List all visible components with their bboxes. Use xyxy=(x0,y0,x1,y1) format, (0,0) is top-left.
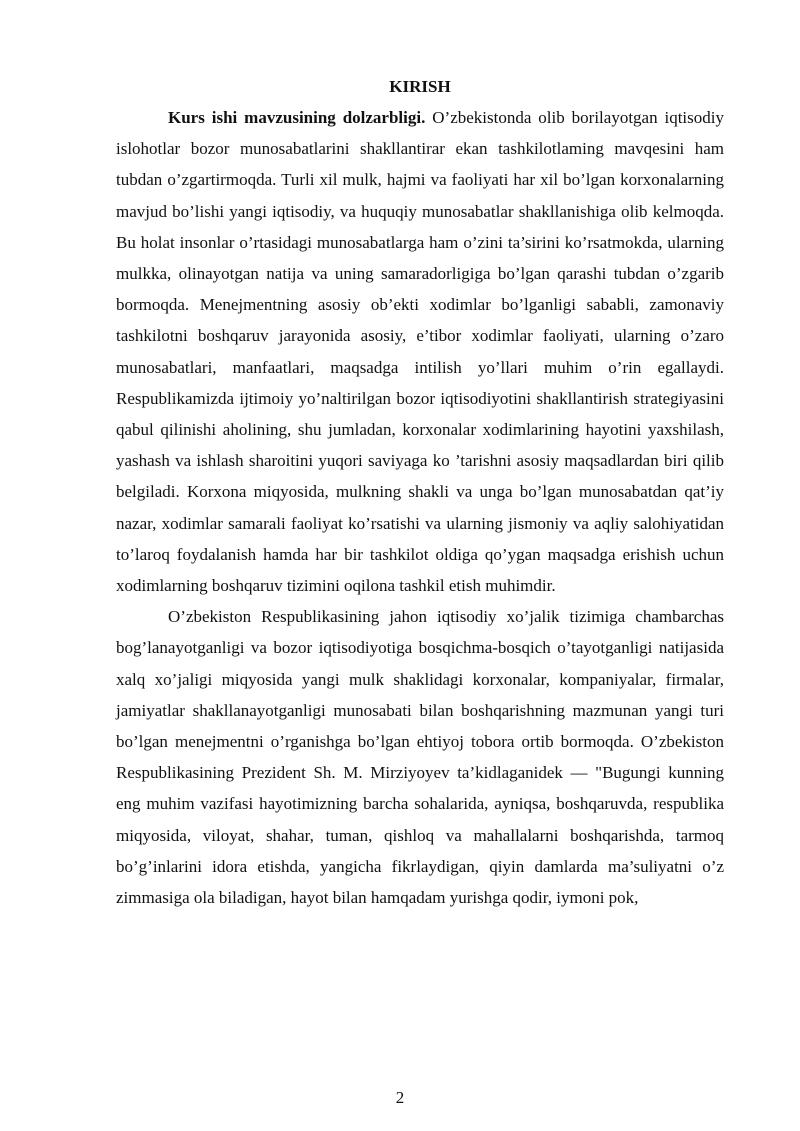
page-number: 2 xyxy=(395,1088,405,1107)
paragraph-economy xyxy=(116,601,724,913)
section-heading: KIRISH xyxy=(389,77,451,96)
paragraph-text: O’zbekistonda olib borilayotgan iqtisodiy islohotlar bozor munosabatlarini shakllantirar ekan tashkilotlaming mavqesini ham tubdan o’zgartirmoqda. Turli xil mulk, hajmi va faoliyati har xil bo’lgan korxonalarning mavjud bo’lishi yangi iqtisodiy, va huquqiy munosabatlar shakllanishiga olib kelmoqda. Bu holat insonlar o’rtasidagi munosabatlarga ham o’zini ta’sirini ko’rsatmokda, ularning mulkka, olinayotgan natija va uning samaradorligiga bo’lgan qarashi tubdan o’zgarib bormoqda. Menejmentning asosiy ob’ekti xodimlar bo’lganligi sababli, zamonaviy tashkilotni boshqaruv jarayonida asosiy, e’tibor xodimlar faoliyati, ularning o’zaro munosabatlari, manfaatlari, maqsadga intilish yo’llari muhim o’rin egallaydi. Respublikamizda ijtimoiy yo’naltirilgan bozor iqtisodiyotini shakllantirish strategiyasini qabul qilinishi aholining, shu jumladan, korxonalar xodimlarining hayotini yaxshilash, yashash va ishlash sharoitini yuqori saviyaga ko ’tarishni asosiy maqsadlardan biri qilib belgiladi. Korxona miqyosida, mulkning shakli va unga bo’lgan munosabatdan qat’iy nazar, xodimlar samarali faoliyat ko’rsatishi va ularning jismoniy va aqliy salohiyatidan to’laroq foydalanish hamda har bir tashkilot oldiga qo’ygan maqsadga erishish uchun xodimlarning boshqaruv tizimini oqilona tashkil etish muhimdir. xyxy=(116,108,724,596)
document-page xyxy=(116,72,724,913)
paragraph-relevance xyxy=(116,102,724,601)
paragraph-lead: Kurs ishi mavzusining dolzarbligi. xyxy=(168,108,426,127)
paragraph-text: O’zbekiston Respublikasining jahon iqtisodiy xo’jalik tizimiga chambarchas bog’lanayotganligi va bozor iqtisodiyotiga bosqichma-bosqich o’tayotganligi natijasida xalq xo’jaligi miqyosida yangi mulk shaklidagi korxonalar, kompaniyalar, firmalar, jamiyatlar shakllanayotganligi munosabati bilan boshqarishning mazmunan yangi turi bo’lgan menejmentni o’rganishga bo’lgan ehtiyoj tobora ortib bormoqda. O’zbekiston Respublikasining Prezident Sh. M. Mirziyoyev ta’kidlaganidek — "Bugungi kunning eng muhim vazifasi hayotimizning barcha sohalarida, ayniqsa, boshqaruvda, respublika miqyosida, viloyat, shahar, tuman, qishloq va mahallalarni boshqarishda, tarmoq bo’g’inlarini idora etishda, yangicha fikrlaydigan, qiyin damlarda ma’suliyatni o’z zimmasiga ola biladigan, hayot bilan hamqadam yurishga qodir, iymoni pok, xyxy=(116,607,724,908)
